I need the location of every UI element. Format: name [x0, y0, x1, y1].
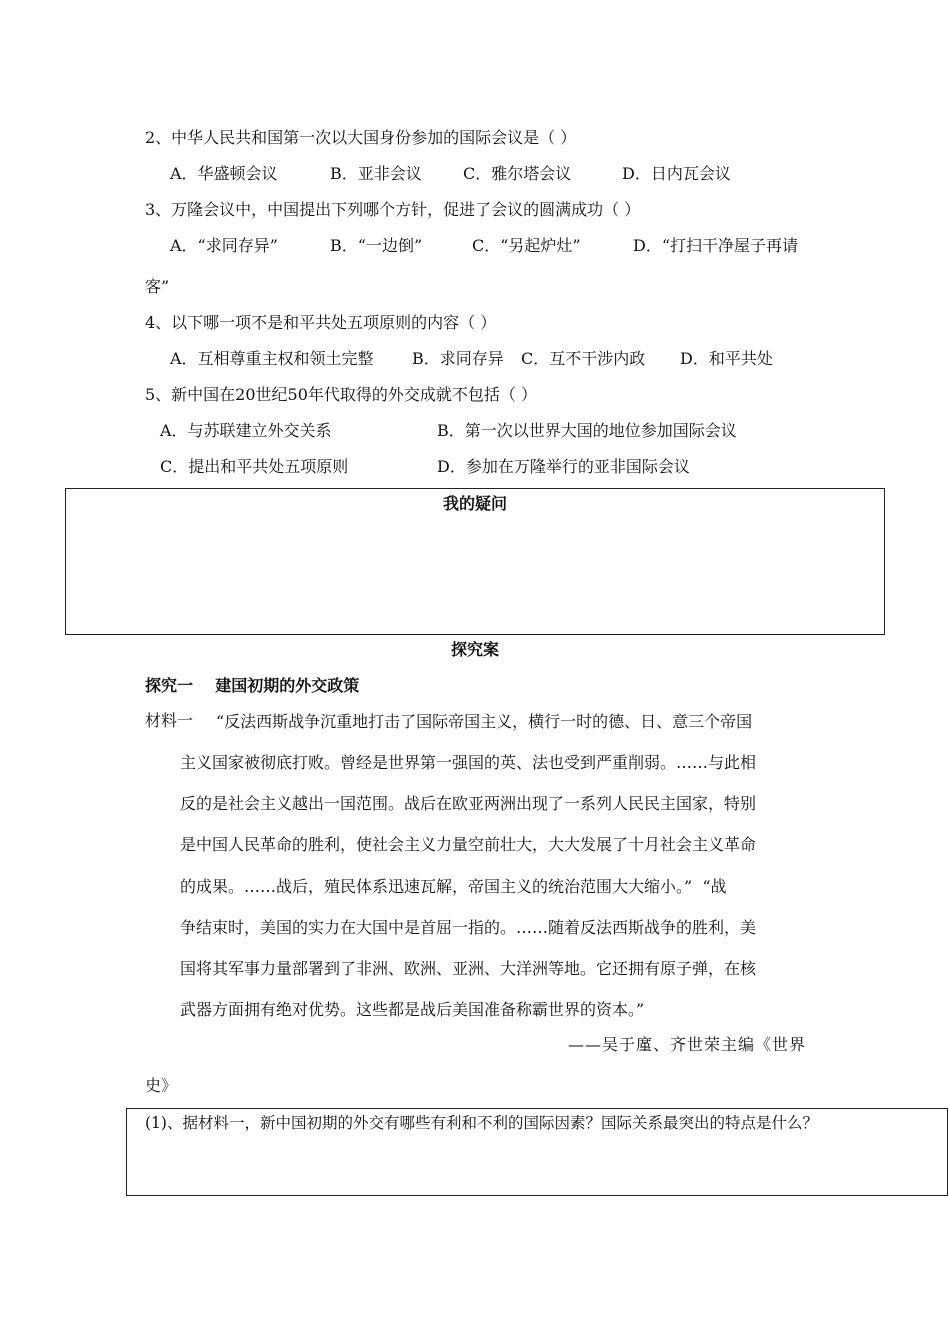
- question-5-option-d: D．参加在万隆举行的亚非国际会议: [437, 457, 690, 476]
- material-line-3: 反的是社会主义越出一国范围。战后在欧亚两洲出现了一系列人民民主国家，特别: [180, 794, 757, 814]
- my-doubts-box[interactable]: [65, 488, 885, 635]
- material-label: 材料一: [145, 711, 194, 730]
- material-line-5: 的成果。……战后，殖民体系迅速瓦解，帝国主义的统治范围大大缩小。” “战: [180, 876, 727, 896]
- inquiry-topic-heading: 探究一 建国初期的外交政策: [145, 676, 360, 695]
- material-line-7: 国将其军事力量部署到了非洲、欧洲、亚洲、大洋洲等地。它还拥有原子弹，在核: [180, 959, 757, 979]
- material-line-1: “反法西斯战争沉重地打击了国际帝国主义，横行一时的德、日、意三个帝国: [216, 712, 753, 731]
- question-4-option-c: C．互不干涉内政: [521, 349, 646, 368]
- question-5-option-a: A．与苏联建立外交关系: [160, 421, 332, 440]
- question-4-stem: 4、以下哪一项不是和平共处五项原则的内容（ ）: [145, 313, 497, 332]
- question-3-option-b: B．“一边倒”: [330, 236, 423, 255]
- question-5-option-b: B．第一次以世界大国的地位参加国际会议: [437, 421, 737, 440]
- inquiry-section-title: 探究案: [450, 640, 499, 659]
- material-line-8: 武器方面拥有绝对优势。这些都是战后美国准备称霸世界的资本。”: [180, 1000, 645, 1020]
- question-5-stem: 5、新中国在20世纪50年代取得的外交成就不包括（ ）: [145, 385, 537, 404]
- material-line-2: 主义国家被彻底打败。曾经是世界第一强国的英、法也受到严重削弱。……与此相: [180, 753, 757, 772]
- material-source: ——吴于廑、齐世荣主编《世界: [567, 1035, 806, 1054]
- question-2-option-b: B．亚非会议: [330, 164, 422, 183]
- question-2-option-d: D．日内瓦会议: [622, 164, 731, 183]
- material-body: [180, 742, 806, 1030]
- question-4-option-d: D．和平共处: [680, 349, 773, 368]
- question-3-continuation: 客”: [145, 277, 170, 296]
- material-line-4: 是中国人民革命的胜利，使社会主义力量空前壮大，大大发展了十月社会主义革命: [180, 835, 757, 855]
- material-line-6: 争结束时，美国的实力在大国中是首屈一指的。……随着反法西斯战争的胜利，美: [180, 917, 757, 937]
- question-3-option-a: A．“求同存异”: [170, 236, 278, 255]
- material-first-line: [216, 701, 806, 742]
- question-2-stem: 2、中华人民共和国第一次以大国身份参加的国际会议是（ ）: [145, 128, 577, 147]
- inquiry-question-1: (1)、据材料一，新中国初期的外交有哪些有利和不利的国际因素？国际关系最突出的特点是什么？: [145, 1114, 818, 1132]
- question-2-option-a: A．华盛顿会议: [170, 164, 278, 183]
- question-4-option-a: A．互相尊重主权和领土完整: [170, 349, 374, 368]
- question-3-stem: 3、万隆会议中，中国提出下列哪个方针，促进了会议的圆满成功（ ）: [145, 200, 641, 219]
- question-5-option-c: C．提出和平共处五项原则: [160, 457, 349, 476]
- question-2-option-c: C．雅尔塔会议: [463, 164, 572, 183]
- question-1-answer-box[interactable]: [126, 1108, 948, 1196]
- question-3-option-c: C．“另起炉灶”: [472, 236, 581, 255]
- question-4-option-b: B．求同存异: [412, 349, 504, 368]
- my-doubts-title: 我的疑问: [442, 494, 507, 513]
- material-source-continuation: 史》: [145, 1076, 178, 1095]
- question-3-option-d: D．“打扫干净屋子再请: [633, 236, 799, 255]
